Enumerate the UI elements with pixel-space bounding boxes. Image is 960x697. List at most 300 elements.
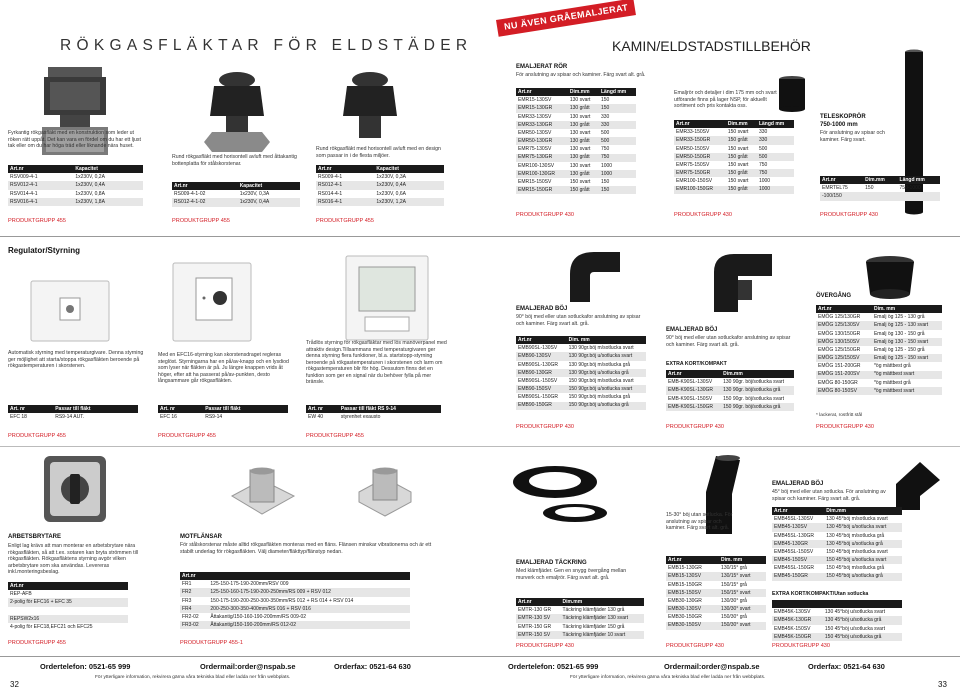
eb4-description: 45° böj med eller utan sotlucka. För anslutning av spisar och kaminer. Färg svart alt. grå. xyxy=(772,489,886,502)
table-cell: 750 xyxy=(600,146,610,153)
table-row xyxy=(8,181,143,189)
table-row xyxy=(772,515,902,523)
table-cell: 130/30° grå xyxy=(721,597,747,604)
table-cell: 150 45°böj m/sotlucka grå xyxy=(826,565,885,572)
table-row xyxy=(180,605,410,613)
new-banner: NU ÄVEN GRÅEMALJERAT xyxy=(496,0,636,37)
table-cell: EMB45K-130SV xyxy=(774,609,811,616)
table-cell: 130 grått xyxy=(568,170,599,178)
table-cell: Dim. mm xyxy=(719,556,766,564)
table-cell: 130/30° svart xyxy=(719,605,766,613)
table-cell: 150 svart xyxy=(727,178,749,185)
cover-ring-image xyxy=(510,462,600,502)
table-row xyxy=(674,186,794,194)
table-row xyxy=(516,402,646,410)
table-cell: 150 grått xyxy=(726,186,757,194)
table-cell: styrenhet exausto xyxy=(340,414,381,421)
table-row xyxy=(516,186,636,194)
table-cell: 1x230V, 0,4A xyxy=(374,181,444,189)
table-cell: EMB15-130GR xyxy=(668,565,702,572)
table-cell: Åttakantig/150-190-200mm/RS 012-02 xyxy=(208,621,410,629)
bend-45-image xyxy=(890,456,950,512)
table-cell: 130 45°böj u/sotlucka grå xyxy=(824,540,902,548)
table-cell: 1x230V, 0,4A xyxy=(238,198,300,206)
table-cell: 2-polig för EFC16 + EFC 35 xyxy=(8,598,128,606)
table-cell: RS014-4-1 xyxy=(318,190,343,197)
table-cell: Art.nr xyxy=(180,572,208,580)
table-row xyxy=(772,540,902,548)
section-heading: MOTFLÄNSAR xyxy=(180,534,222,540)
table-cell: 150 90gr. böj/sotlucka grå xyxy=(721,403,794,411)
table-cell: 125-150-160-175-190-200-250mm/RS 009 + RSV 012 xyxy=(208,588,410,596)
table-cell: Emalj ög 125 - 130 svart xyxy=(872,321,942,329)
product-group: PRODUKTGRUPP 430 xyxy=(674,212,733,218)
table-row xyxy=(172,190,300,198)
table-cell: 150 grått xyxy=(568,186,599,194)
table-cell: RSV009-4-1 xyxy=(10,174,38,181)
fan2-table xyxy=(172,182,300,207)
table-cell: EMR75-150SV xyxy=(676,161,710,168)
footer-note: För ytterligare information, rekvirera gärna våra tekniska blad eller ladda ner från webbplats. xyxy=(95,675,291,680)
table-row xyxy=(666,403,794,411)
table-cell: EMB30-130SV xyxy=(666,605,719,613)
table-row xyxy=(666,589,766,597)
table-row xyxy=(666,564,766,572)
divider xyxy=(480,446,960,447)
table-row xyxy=(516,104,636,112)
table-cell: 1000 xyxy=(757,186,794,194)
table-cell: 150 svart xyxy=(569,179,591,186)
table-cell: EMR100-150SV xyxy=(676,178,713,185)
table-cell: 150 90gr.böj m/sotlucka svart xyxy=(568,377,634,384)
eb1-table xyxy=(516,336,646,410)
table-cell: 330 xyxy=(757,136,794,144)
table-cell: Art. nr xyxy=(158,405,203,413)
product-group: PRODUKTGRUPP 455 xyxy=(8,640,67,646)
table-cell: Art. nr xyxy=(306,405,339,413)
table-cell: Art.nr xyxy=(816,305,872,313)
table-cell: 130 45°böj m/sotlucka grå xyxy=(826,532,885,539)
table-cell: EMÖG 151-200SV xyxy=(816,371,872,379)
table-cell: 1x230V, 0,4A xyxy=(73,181,143,189)
table-cell: 4-polig för EFC18,EFC21 och EFC25 xyxy=(10,623,93,630)
table-cell: EMB-K90SL-130GR xyxy=(666,386,721,394)
table-row xyxy=(516,96,636,104)
table-cell: Art.nr xyxy=(516,88,568,96)
table-cell: EMR100-130SV xyxy=(518,162,555,169)
product-group: PRODUKTGRUPP 430 xyxy=(820,212,879,218)
table-cell: 150/30° grå xyxy=(721,614,747,621)
table-cell: 750 xyxy=(757,169,794,177)
table-row xyxy=(816,387,942,395)
product-group: PRODUKTGRUPP 455 xyxy=(316,218,375,224)
table-cell: 150 45°böj u/sotlucka svart xyxy=(824,556,902,564)
table-cell: 150 svart xyxy=(727,145,749,152)
table-row xyxy=(516,385,646,393)
table-cell: 150-175-190-200-250-300-350mm/RS 012 + RS 014 + RSV 014 xyxy=(210,597,354,604)
table-cell: 1x230V, 0,3A xyxy=(239,191,270,198)
table-row xyxy=(8,590,128,598)
table-row xyxy=(674,169,794,177)
reg3-table xyxy=(306,405,441,421)
reg3-description: Trådlös styrning för rökgasfläktar med lös manöverpanel med attraktiv design.Tillsammans med temperaturgivaren ger denna styrning flera funktioner, bl.a. startstopp-styrning beroende på rökgastemperaturen i skorstenen och larm om rökgastemperaturen blir för hög. Dessutom finns det en funktion som ger en signal när du behöver fylla på mer bränsle. xyxy=(306,340,447,385)
table-cell: 150 45°böj m/sotlucka svart xyxy=(826,548,888,555)
table-cell: EMR33-150GR xyxy=(674,136,726,144)
table-cell: 1000 xyxy=(600,162,613,169)
section-subheading: EXTRA KORT/KOMPAKT xyxy=(666,361,727,367)
table-row xyxy=(180,621,410,629)
table-cell: EFC 18 xyxy=(10,414,27,421)
table-cell: EMÖG 125/150SV xyxy=(816,354,872,362)
table-cell: 150 90gr.böj u/sotlucka grå xyxy=(567,402,646,410)
table-cell: 150 45°böj u/sotlucka svart xyxy=(824,625,885,632)
table-cell: EMR33-150SV xyxy=(676,129,710,136)
table-row xyxy=(516,145,636,153)
table-cell: 130/15° svart xyxy=(719,572,766,580)
table-cell: EMB15-150GR xyxy=(668,581,702,588)
table-cell: EMB45SL-150GR xyxy=(774,565,815,572)
table-cell: 150 svart xyxy=(727,129,749,136)
table-cell xyxy=(863,192,897,200)
table-cell: Dim.mm xyxy=(560,598,644,606)
table-header-row xyxy=(516,88,636,96)
order-fax: Orderfax: 0521-64 630 xyxy=(334,662,411,671)
order-mail: Ordermail:order@nspab.se xyxy=(200,662,296,671)
table-cell xyxy=(8,607,128,615)
table-cell: EMB45-150SV xyxy=(772,556,824,564)
table-cell: 500 xyxy=(599,137,636,145)
tel-description: För anslutning av spisar och kaminer. Färg svart. xyxy=(820,130,885,143)
table-cell: Dim.mm xyxy=(568,88,599,96)
table-row xyxy=(772,616,902,624)
table-cell: EMB30-130GR xyxy=(668,597,702,604)
table-row xyxy=(516,361,646,369)
regulator-efc18-image xyxy=(30,280,110,342)
table-cell: 200-250-300-350-400mm/RS 016 + RSV 016 xyxy=(208,605,410,613)
table-cell: 330 xyxy=(599,121,636,129)
table-cell: Åttakantig/150-160-190-200mm/RS 009-02 xyxy=(210,613,307,620)
table-cell: EMÖG 125/130GR xyxy=(818,314,861,321)
table-row xyxy=(516,121,636,129)
table-cell: EMB90SL-130GR xyxy=(518,361,559,368)
table-cell: Kapacitet xyxy=(374,165,444,173)
table-cell: 130 grått xyxy=(568,137,599,145)
table-row xyxy=(316,181,444,189)
table-cell: EMR50-130SV xyxy=(518,129,552,136)
product-group: PRODUKTGRUPP 430 xyxy=(516,212,575,218)
table-cell: EMR75-130SV xyxy=(518,146,552,153)
eb1-description: 90° böj med eller utan sotluckafor anslutning av spisar och kaminer. Färg svart alt. grå. xyxy=(516,314,641,327)
table-row xyxy=(816,379,942,387)
table-cell: FR3-02 xyxy=(180,621,208,629)
table-cell: EMR75-130GR xyxy=(516,154,568,162)
page-title: KAMIN/ELDSTADSTILLBEHÖR xyxy=(612,38,811,54)
eb4-table xyxy=(772,507,902,581)
product-group: PRODUKTGRUPP 455 xyxy=(8,433,67,439)
table-cell: 130 svart xyxy=(569,129,591,136)
table-row xyxy=(158,413,288,421)
table-cell: EMB15-150SV xyxy=(666,589,719,597)
table-cell: Emalj ög 125 - 130 grå xyxy=(873,314,925,321)
table-cell: Dim. mm xyxy=(872,305,942,313)
table-row xyxy=(816,321,942,329)
table-row xyxy=(8,190,143,198)
table-cell: EMR15-130GR xyxy=(516,104,568,112)
table-cell: 130/15° grå xyxy=(721,565,747,572)
regulator-ew40-image xyxy=(345,255,429,341)
arb-description: Enligt lag krävs att man monterar en arbetsbrytare nära rökgasfläkten, så att t.ex. sotaren kan bryta strömmen till rökgasfläkten. Rökgasfläktens styrning avgör vilken arbetsbrytare som ska användas. Levereras inkl.monteringsbeslag. xyxy=(8,543,139,575)
table-row xyxy=(772,532,902,540)
table-cell: EMR15-150GR xyxy=(516,186,568,194)
table-header-row xyxy=(316,165,444,173)
table-cell: EMB30-150GR xyxy=(668,614,702,621)
table-header-row xyxy=(172,182,300,190)
er-table xyxy=(516,88,636,194)
table-cell: 130 grått xyxy=(568,104,599,112)
round-fan-octagon-image xyxy=(202,66,272,156)
table-row xyxy=(516,154,636,162)
table-cell: Dim.mm xyxy=(824,507,902,515)
table-cell: 150 xyxy=(600,179,610,186)
table-cell: RSV016-4-1 xyxy=(8,198,73,206)
table-cell: REPSW2x16 xyxy=(8,615,128,623)
table-cell: 1x230V, 0,8A xyxy=(75,190,105,197)
table-cell: *ög mättbest svart xyxy=(872,371,942,379)
table-cell: Längd mm xyxy=(898,176,940,184)
table-row xyxy=(666,605,766,613)
table-cell: 130 90gr.böj m/sotlucka svart xyxy=(568,345,634,352)
table-cell: EMÖG 125/130SV xyxy=(816,321,872,329)
table-cell: 1x230V, 0,2A xyxy=(75,174,105,181)
table-row xyxy=(172,198,300,206)
table-row xyxy=(516,393,646,401)
table-header-row xyxy=(306,405,441,413)
page-title: RÖKGASFLÄKTAR FÖR ELDSTÄDER xyxy=(60,37,473,54)
table-cell: 150 grått xyxy=(726,153,757,161)
table-cell: *ög mättbest svart xyxy=(872,387,942,395)
table-row xyxy=(666,613,766,621)
table-row xyxy=(516,137,636,145)
table-cell: 150 grått xyxy=(726,136,757,144)
et-description: Med klämfjäder. Gen en snygg övergång mellan murverk och emaljrör. Färg svart alt. grå. xyxy=(516,568,627,581)
section-heading: EMALJERAD BÖJ xyxy=(772,481,824,487)
section-heading: EMALJERAD BÖJ xyxy=(516,306,568,312)
er-description: För anslutning av spisar och kaminer. Färg svart alt. grå. xyxy=(516,72,646,78)
table-row xyxy=(674,128,794,136)
section-heading: ARBETSBRYTARE xyxy=(8,534,62,540)
table-cell: Art.nr xyxy=(666,370,721,378)
table-row xyxy=(820,192,940,200)
table-cell: 750 xyxy=(758,161,768,168)
switch-image xyxy=(40,452,110,527)
table-header-row xyxy=(516,598,644,606)
table-cell: EMB90-150GR xyxy=(516,402,567,410)
table-cell: Art.nr xyxy=(8,582,128,590)
table-row xyxy=(772,625,902,633)
table-row xyxy=(316,173,444,181)
table-cell: Art.nr xyxy=(772,507,824,515)
table-cell: 750-1000 xyxy=(899,185,921,192)
product-group: PRODUKTGRUPP 455 xyxy=(8,218,67,224)
table-cell: 500 xyxy=(758,145,768,152)
table-row xyxy=(666,581,766,589)
table-header-row xyxy=(666,370,794,378)
tel-table xyxy=(820,176,940,201)
right-page xyxy=(480,0,960,697)
table-cell: Art.nr xyxy=(516,336,567,344)
table-cell: EMB45-130GR xyxy=(772,540,824,548)
table-cell: Dim.mm xyxy=(721,370,794,378)
flange-round-image xyxy=(222,462,302,530)
order-phone: Ordertelefon: 0521-65 999 xyxy=(508,662,599,671)
pipe-image xyxy=(772,74,812,114)
table-cell: 150/30° svart xyxy=(719,622,766,630)
table-cell: FR2-02 xyxy=(182,613,199,620)
table-cell: 130 grått xyxy=(568,154,599,162)
table-cell: 500 xyxy=(757,153,794,161)
round-fan-image xyxy=(335,66,405,146)
table-cell: Art.nr xyxy=(516,598,560,606)
table-row xyxy=(516,170,636,178)
table-row xyxy=(8,615,128,623)
table-cell: EMÖG 130/150SV xyxy=(816,338,872,346)
table-row xyxy=(674,153,794,161)
table-header-row xyxy=(666,556,766,564)
order-fax: Orderfax: 0521-64 630 xyxy=(808,662,885,671)
table-row xyxy=(816,371,942,379)
table-cell: Art.nr xyxy=(172,182,238,190)
table-cell: EMB15-130SV xyxy=(666,572,719,580)
table-cell: 130 svart xyxy=(569,113,591,120)
table-cell: RS012-4-1 xyxy=(316,181,374,189)
table-row xyxy=(816,362,942,370)
product-group: PRODUKTGRUPP 430 xyxy=(816,424,875,430)
table-cell: 1x230V, 0,3A xyxy=(376,174,406,181)
table-header-row xyxy=(8,582,128,590)
table-cell: FR4 xyxy=(180,605,208,613)
table-cell: Art.nr xyxy=(316,165,374,173)
table-cell: Art.nr xyxy=(674,120,726,128)
table-cell: 1x230V, 0,6A xyxy=(376,190,406,197)
mot-table xyxy=(180,572,410,629)
table-cell: FR3 xyxy=(182,597,192,604)
table-cell: Passar till fläkt RS 9-14 xyxy=(339,405,441,413)
table-cell: Täckring klämfjäder 150 grå xyxy=(562,623,625,630)
divider xyxy=(0,656,480,657)
table-cell: Täckring klämfjäder 10 svart xyxy=(560,631,644,639)
table-row xyxy=(772,556,902,564)
table-row xyxy=(816,354,942,362)
table-cell: Kapacitet xyxy=(238,182,300,190)
table-cell: 1x230V, 1,2A xyxy=(374,198,444,206)
arb-table xyxy=(8,582,128,631)
table-cell xyxy=(823,600,902,608)
table-cell: RSV012-4-1 xyxy=(8,181,73,189)
table-cell: 1000 xyxy=(758,178,771,185)
table-cell: RS009-4-1-02 xyxy=(174,191,206,198)
table-row xyxy=(772,573,902,581)
table-row xyxy=(8,623,128,631)
section-heading: EMALJERAD BÖJ xyxy=(666,327,718,333)
table-row xyxy=(772,633,902,641)
table-row xyxy=(8,198,143,206)
table-cell: Dim.mm xyxy=(726,120,757,128)
table-row xyxy=(180,588,410,596)
table-row xyxy=(516,178,636,186)
table-cell: 130 90gr. böj/sotlucka grå xyxy=(721,386,794,394)
table-cell: EMTR-130 GR xyxy=(518,607,552,614)
table-row xyxy=(516,606,644,614)
table-cell: RS009-4-1 xyxy=(318,174,343,181)
table-cell: EMR15-150SV xyxy=(518,179,552,186)
table-row xyxy=(820,184,940,192)
eb3-description: 15-30° böj utan sotlucka. För anslutning av spisar och kaminer. Färg svart alt. grå. xyxy=(666,512,733,531)
product-group: PRODUKTGRUPP 430 xyxy=(772,643,831,649)
reg1-table xyxy=(8,405,138,421)
table-cell: 150 svart xyxy=(727,161,749,168)
table-row xyxy=(666,572,766,580)
mot-description: För stålskorstenar måste alltid rökgasfläkten monteras med en fläns. Flänsen minskar vibrationerna och är ett stabilt underlag för rökgasfläkten. Välj diameter/fläkttyp/flänstyp nedan. xyxy=(180,542,432,555)
table-cell: EMR33-130SV xyxy=(518,113,552,120)
table-cell: 150 45°böj u/sotlucka grå xyxy=(824,573,902,581)
table-row xyxy=(516,369,646,377)
section-heading: EMALJERAD TÄCKRING xyxy=(516,560,587,566)
product-group: PRODUKTGRUPP 430 xyxy=(516,643,575,649)
table-row xyxy=(180,613,410,621)
table-cell: EMR100-130GR xyxy=(516,170,568,178)
fan3-description: Rund rökgasfläkt med horisontell avluft med en design som passar in i de flesta miljöer. xyxy=(316,146,441,159)
ov-table xyxy=(816,305,942,395)
table-cell: 150 45°böj u/sotlucka grå xyxy=(823,633,902,641)
table-cell: 150 90gr.böj m/sotlucka grå xyxy=(568,394,631,401)
et-table xyxy=(516,598,644,639)
divider xyxy=(480,236,960,237)
section-heading: ÖVERGÅNG xyxy=(816,293,852,299)
table-cell: EMB45SL-150SV xyxy=(774,548,814,555)
table-cell: RS9-14 AUT. xyxy=(55,414,85,421)
table-row xyxy=(516,162,636,170)
table-row xyxy=(666,622,766,630)
divider xyxy=(480,656,960,657)
table-cell: -100/150 xyxy=(820,192,863,200)
table-header-row xyxy=(674,120,794,128)
table-cell: Dim.mm xyxy=(863,176,897,184)
table-row xyxy=(666,378,794,386)
eb2-table xyxy=(666,370,794,411)
table-cell: *ög mättbest grå xyxy=(873,363,911,370)
table-cell: EMB45K-130GR xyxy=(772,616,823,624)
table-cell: EMB-K90SL-150SV xyxy=(668,395,713,402)
reg2-description: Med en EFC16-styrning kan skorstensdraget regleras steglöst. Styrningarna har en på/av-knapp och en lysdiod som lyser när fläkten är på. Ju längre knappen vrids åt höger, efter att ha passerat på/av-punkten, desto långsammare går rökgasfläkten. xyxy=(158,352,289,384)
table-row xyxy=(674,136,794,144)
table-cell: 150 xyxy=(600,97,610,104)
table-cell xyxy=(772,600,823,608)
table-cell: RS9-14 xyxy=(205,414,223,421)
divider xyxy=(0,236,480,237)
table-cell: EMÖG 151-200GR xyxy=(818,363,861,370)
table-cell: 130 svart xyxy=(569,162,591,169)
table-cell: Art.nr xyxy=(820,176,863,184)
table-cell: EMB45K-150GR xyxy=(772,633,823,641)
table-cell: 130 45°böj u/sotlucka svart xyxy=(824,609,885,616)
order-phone: Ordertelefon: 0521-65 999 xyxy=(40,662,131,671)
bend-90-compact-image xyxy=(700,244,780,314)
table-cell: 130 45°böj m/sotlucka svart xyxy=(826,516,888,523)
table-cell xyxy=(208,572,410,580)
divider xyxy=(0,446,480,447)
table-cell: Längd mm xyxy=(757,120,794,128)
table-cell: EMB45-150GR xyxy=(772,573,824,581)
